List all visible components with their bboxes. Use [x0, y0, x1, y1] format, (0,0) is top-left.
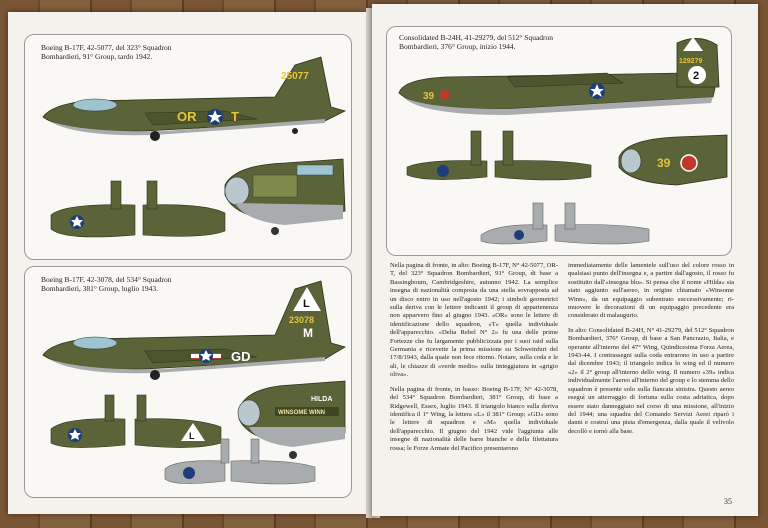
text-b17-bottom-description: Nella pagina di fronte, in basso: Boeing B-17F, N° 42-3078, del 534° Squadron Bombardieri, 381° Group, di base a Ridgewell, Essex, luglio 1943. Il triangolo bianco sulla deriva identifica il 1° Wing, la lettera «L» il 381° Group; «GD» sono le lettere di squadron e «M» quella individuale dell'apparecchio. Il giugno del 1942 vide l'aggiunta alle insegne di nazionalità delle barre bianche e della filettatura rossa; le Forze Armate del Pacifico presentarono: [390, 385, 558, 452]
b17-bottom-wing-letter: L: [189, 431, 195, 441]
b17-top-tail-number: 25077: [281, 71, 309, 82]
text-column-1: [390, 262, 558, 453]
right-page: [372, 4, 758, 516]
caption-b17-top: Boeing B-17F, 42-5077, del 323° Squadron Bombardieri, 91° Group, tardo 1942.: [41, 43, 172, 61]
b17-bottom-illustration: [25, 267, 351, 497]
svg-text:39: 39: [657, 156, 671, 170]
b24-illustration: [387, 27, 731, 255]
b17-top-wing-plan: [51, 205, 135, 237]
b17-bottom-code-right: GD: [231, 349, 251, 364]
text-b24-description: In alto: Consolidated B-24H, N° 41-29279, del 512° Squadron Bombardieri, 376° Group, di base a San Pancrazio, Italia, e operante all'interno del 47° Wing, Quindicesima Forza Aerea, 1943-44. I contrassegni sulla coda entrarono in uso a partire dal dicembre 1943; il triangolo indica lo wing ed il numero «2» il 2° group all'interno dello wing. Il numero «39» indica individualmente l'aereo all'interno del group e lo stemma dello squadron è presente solo sulla fiancata sinistra. Questo aereo eseguì un atterraggio di fortuna sulla costa adriatica, dopo essere stato danneggiato nel corso di una missione, all'inizio del 1944; una squadra del Comando Servizi Aerei riparò i danni e costruì una pista d'emergenza, dalla quale il velivolo decollò e tornò alla base.: [568, 326, 734, 435]
b17-bottom-tail-letter: L: [303, 298, 310, 310]
panel-b17-bottom: [24, 266, 352, 498]
b24-tail-number: 129279: [679, 58, 703, 65]
caption-b24: Consolidated B-24H, 41-29279, del 512° Squadron Bombardieri, 376° Group, inizio 1944.: [399, 33, 554, 51]
text-hilda-note: immediatamente delle lamentele sull'uso del colore rosso in qualsiasi punto dell'insegna e, a partire dall'agosto, il rosso fu sostituito dall'«insegna blu». Si pensa che il nome «Hilda» sia stato aggiunto sull'aereo, in origine chiamato «Winsome Winn», da un equipaggio subentrato successivamente; rimuovere le decorazioni di un equipaggio precedente era considerato di malaugurio.: [568, 262, 734, 320]
b17-bottom-nose-name2: WINSOME WINN: [278, 410, 325, 416]
b17-bottom-tail-code: M: [303, 326, 313, 340]
text-column-2: [568, 262, 734, 436]
page-number: 35: [724, 497, 732, 506]
b17-top-illustration: [25, 35, 351, 259]
caption-b17-bottom: Boeing B-17F, 42-3078, del 534° Squadron Bombardieri, 381° Group, luglio 1943.: [41, 275, 172, 293]
b17-bottom-wing-plan: [51, 419, 125, 448]
text-b17-top-description: Nella pagina di fronte, in alto: Boeing B-17F, N° 42-5077, OR-T, del 323° Squadron Bombardieri, 91° Group, di base a Bassingbourn, Cambridgeshire, autunno 1942. La semplice insegna di nazionalità composta da una stella sovrapposta ad un disco entro in uso nell'agosto 1942; i simboli geometrici sulla deriva con le lettere indicanti il group di appartenenza non apparvero fino al giugno 1943. «OR» sono le lettere di identificazione dello squadron, «T» quella individuale dell'apparecchio. «Delta Rebel N° 2» fu una delle prime Fortezze che fu largamente pubblicizzata per i suoi raid sulla Germania e ricevette la prima missione su Schweinfurt del 17/8/1943, dalla quale non fece ritorno. Notare, sulla coda e le ali, le chiazze di «verde medio» sulla tinteggiatura in «grigio oliva».: [390, 262, 558, 379]
panel-b17-top: [24, 34, 352, 260]
b17-top-code-right: T: [231, 109, 239, 124]
panel-b24: [386, 26, 732, 256]
b24-tail-digit: 2: [693, 70, 700, 82]
b17-top-code-left: OR: [177, 109, 197, 124]
b17-bottom-tail-number: 23078: [289, 315, 315, 325]
b17-bottom-nose-name: HILDA: [311, 396, 333, 403]
left-page: [8, 12, 374, 514]
b24-fuselage-code: 39: [423, 91, 435, 102]
